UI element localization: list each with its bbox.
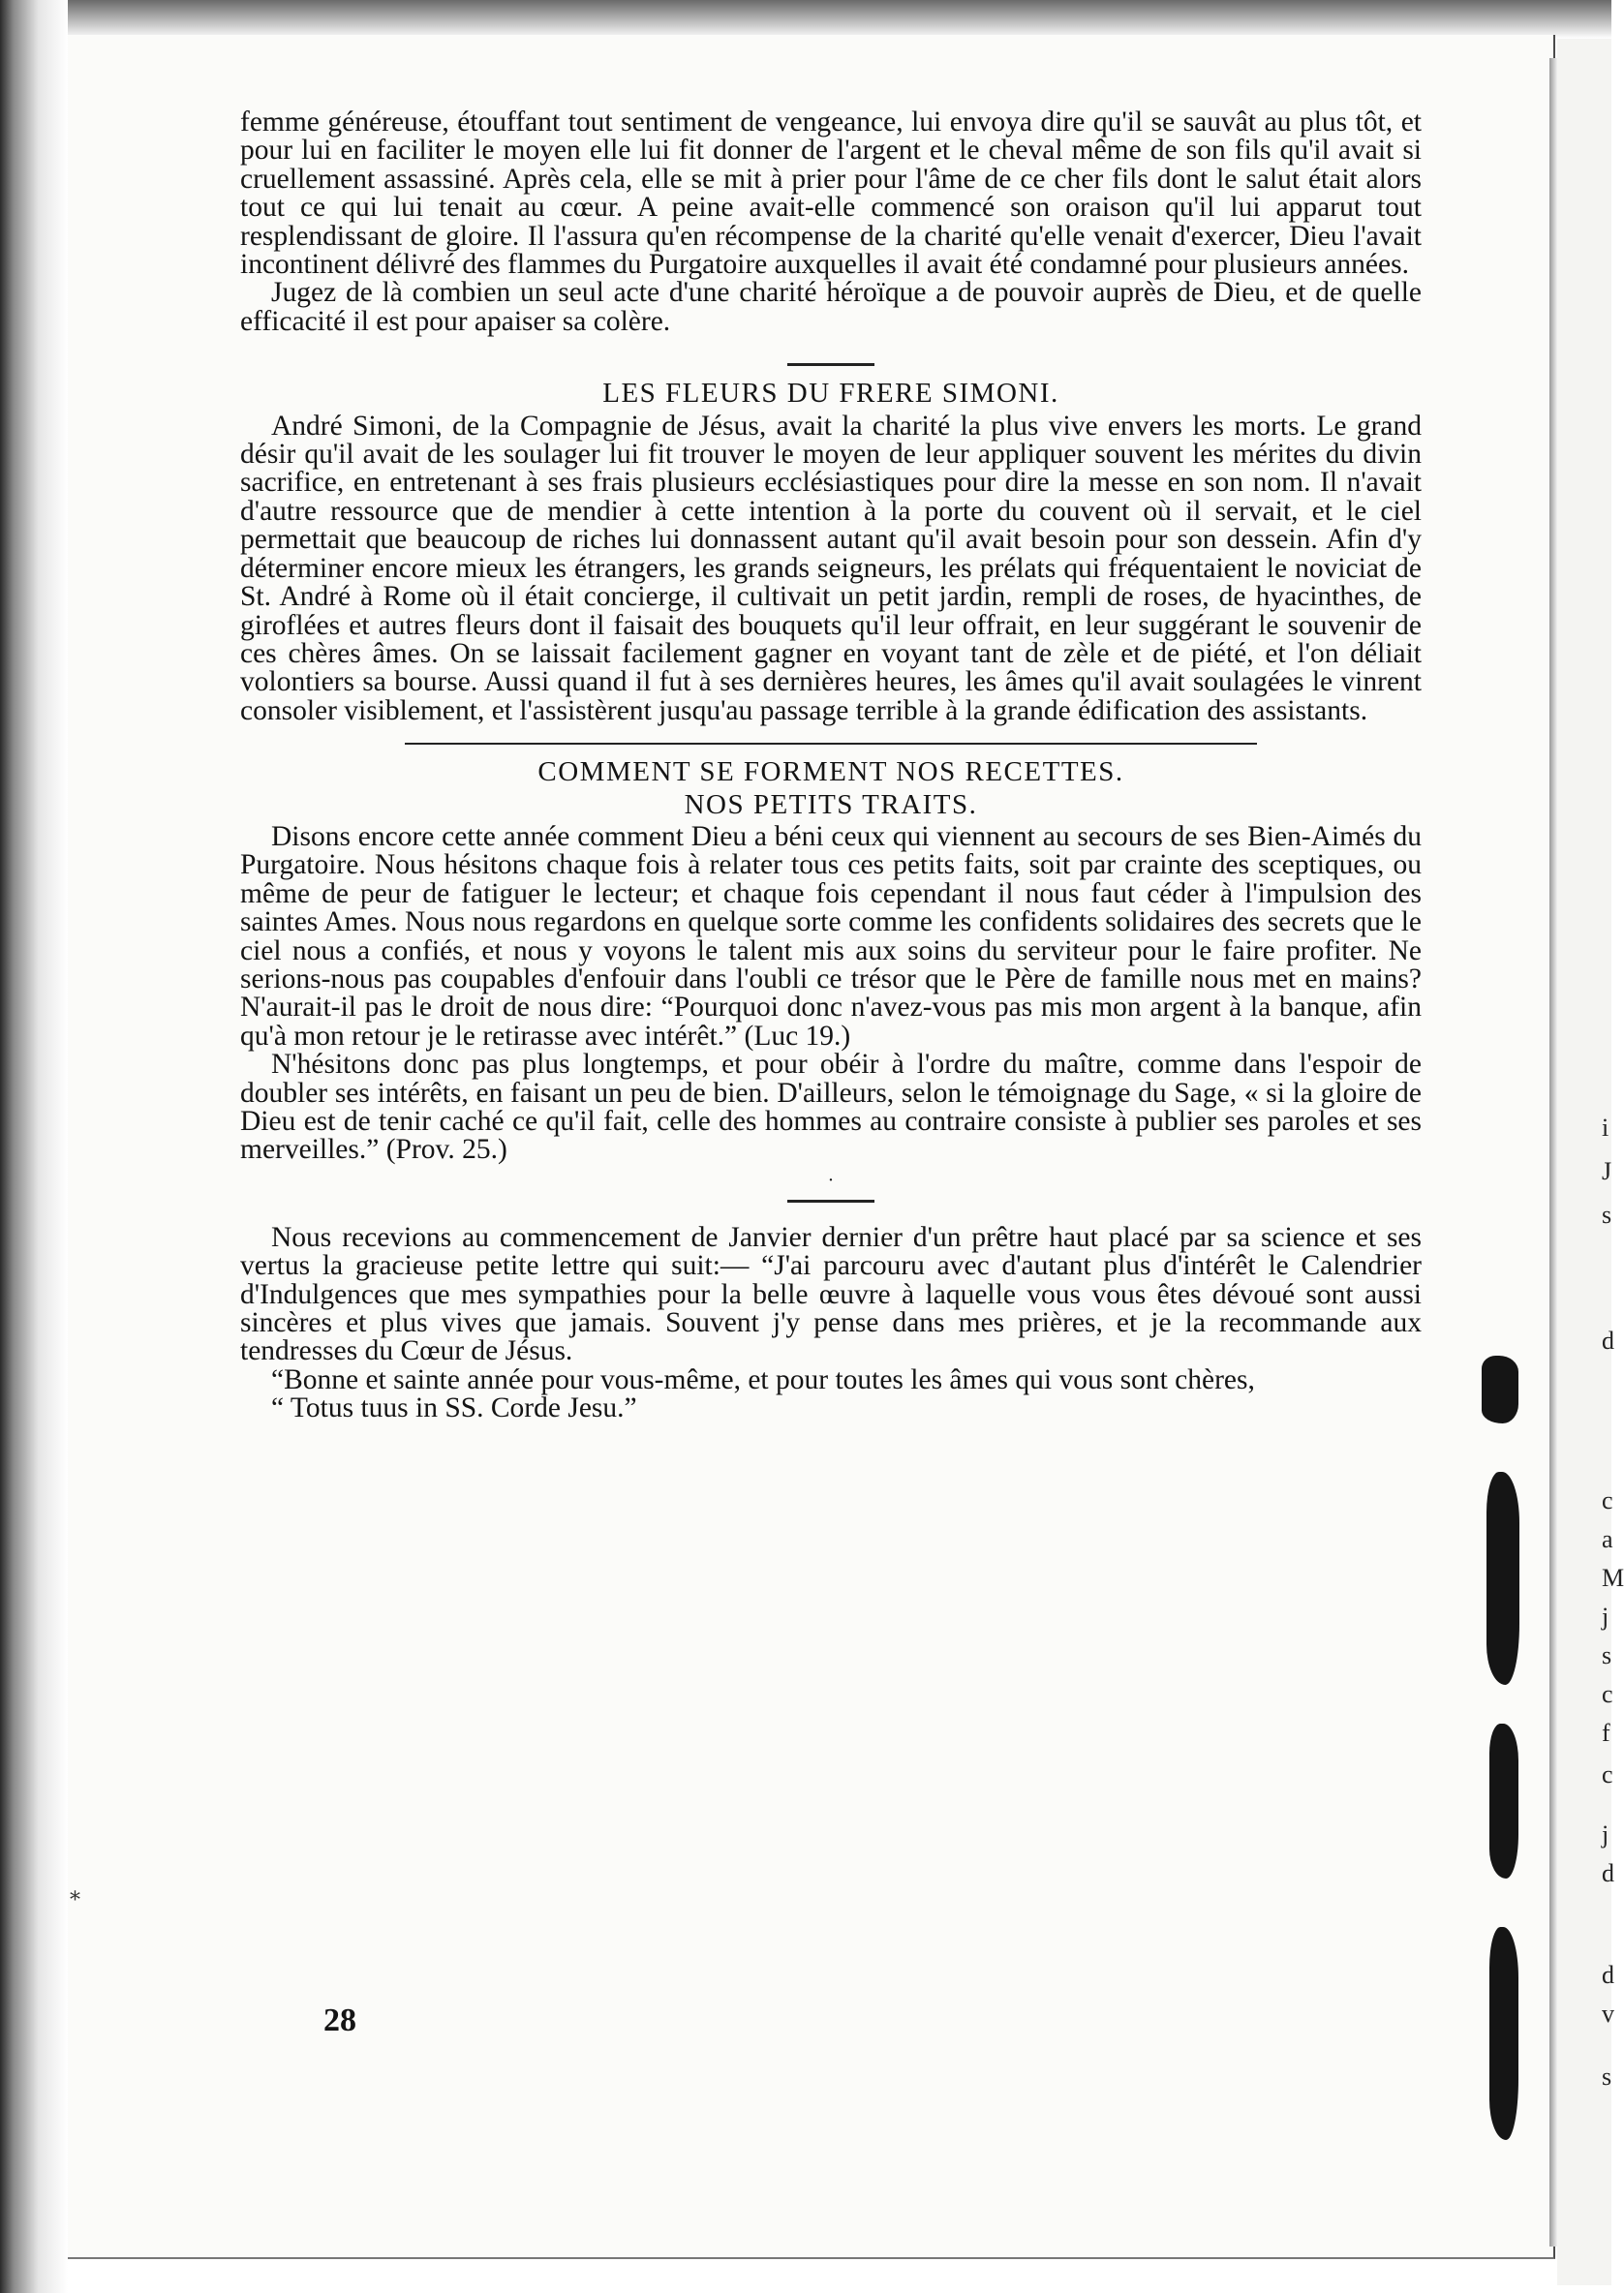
ink-blot (1489, 1724, 1518, 1879)
adjacent-letter: s (1602, 1201, 1612, 1229)
adjacent-letter: a (1602, 1525, 1613, 1553)
section-heading: COMMENT SE FORMENT NOS RECETTES. (537, 756, 1124, 788)
margin-mark: ⁎ (70, 1880, 80, 1905)
paragraph: Disons encore cette année comment Dieu a béni ceux qui viennent au secours de ses Bien-Aimés du Purgatoire. Nous hésitons chaque fois à relater tous ces petits faits, soit par crainte des sceptiques, ou même de peur de fatiguer le lecteur; et chaque fois cependant il nous faut céder à l'impulsion des saintes Ames. Nous nous regardons en quelque sorte comme les confidents solidaires des secrets que le ciel nous a confiés, et nous y voyons le talent mis aux soins du serviteur pour le faire profiter. Ne serions-nous pas coupables d'enfouir dans l'oubli ce trésor que le Père de famille nous met en mains? N'aurait-il pas le droit de nous dire: “Pourquoi donc n'avez-vous pas mis mon argent à la banque, afin qu'à mon retour je le retirasse avec intérêt.” (Luc 19.) (240, 820, 1422, 1052)
adjacent-page-strip (1557, 39, 1624, 2285)
adjacent-letter: s (1602, 2063, 1612, 2091)
adjacent-letter: c (1602, 1760, 1613, 1789)
adjacent-letter: J (1602, 1157, 1612, 1185)
adjacent-letter: d (1602, 1961, 1614, 1989)
paragraph: “Bonne et sainte année pour vous-même, et pour toutes les âmes qui vous sont chères, (271, 1363, 1255, 1395)
paragraph: Jugez de là combien un seul acte d'une charité héroïque a de pouvoir auprès de Dieu, et de quelle efficacité il est pour apaiser sa colère. (240, 277, 1422, 337)
scan-left-edge (0, 0, 68, 2293)
paragraph: femme généreuse, étouffant tout sentiment de vengeance, lui envoya dire qu'il se sauvât au plus tôt, et pour lui en faciliter le moyen elle lui fit donner de l'argent et le cheval même de son fils qu'il avait si cruellement assassiné. Après cela, elle se mit à prier pour l'âme de ce cher fils dont le salut était alors tout ce qui lui tenait au cœur. A peine avait-elle commencé son oraison qu'il lui apparut tout resplendissant de gloire. Il l'assura qu'en récompense de la charité qu'elle venait d'exercer, Dieu l'avait incontinent délivré des flammes du Purgatoire auxquelles il avait été condamné pour plusieurs années. (240, 107, 1422, 281)
ink-blot (1486, 1472, 1519, 1685)
adjacent-letter: f (1602, 1719, 1610, 1747)
adjacent-letter: v (1602, 2000, 1614, 2028)
ornament-dot: · (827, 1169, 835, 1191)
adjacent-letter: c (1602, 1680, 1613, 1708)
paragraph: “ Totus tuus in SS. Corde Jesu.” (271, 1392, 637, 1424)
adjacent-letter: d (1602, 1859, 1614, 1887)
section-divider (787, 1200, 874, 1203)
ink-blot (1489, 1927, 1518, 2140)
adjacent-letter: j (1602, 1603, 1609, 1631)
ink-blot (1482, 1356, 1518, 1423)
paragraph: Nous recevions au commencement de Janvier dernier d'un prêtre haut placé par sa science et ses vertus la gracieuse petite lettre qui suit:— “J'ai parcouru avec d'autant plus d'intérêt le Calendrier d'Indulgences que mes sympathies pour la belle œuvre à laquelle vous vous êtes dévoué sont aussi sincères et plus vives que jamais. Souvent j'y pense dans mes prières, et je la recommande aux tendresses du Cœur de Jésus. (240, 1221, 1422, 1367)
adjacent-letter: s (1602, 1641, 1612, 1669)
section-heading: LES FLEURS DU FRERE SIMONI. (602, 378, 1059, 410)
adjacent-letter: j (1602, 1820, 1609, 1849)
adjacent-letter: d (1602, 1327, 1614, 1355)
section-subheading: NOS PETITS TRAITS. (684, 788, 978, 820)
adjacent-letter: i (1602, 1114, 1609, 1142)
adjacent-letter: c (1602, 1486, 1613, 1514)
paragraph: N'hésitons donc pas plus longtemps, et pour obéir à l'ordre du maître, comme dans l'espoir de doubler ses intérêts, en faisant un peu de bien. D'ailleurs, selon le témoignage du Sage, « si la gloire de Dieu est de tenir caché ce qu'il fait, celle des hommes au contraire consiste à publier ses paroles et ses merveilles.” (Prov. 25.) (240, 1049, 1422, 1166)
page-number: 28 (323, 2003, 356, 2038)
section-divider (405, 743, 1257, 745)
adjacent-letter: M (1602, 1564, 1624, 1592)
page-text (240, 108, 1422, 1423)
scan-top-edge (0, 0, 1611, 39)
section-divider (787, 363, 874, 366)
page-gutter (1549, 58, 1557, 2247)
paragraph: André Simoni, de la Compagnie de Jésus, avait la charité la plus vive envers les morts. Le grand désir qu'il avait de les soulager lui fit trouver le moyen de leur appliquer souvent les mérites du divin sacrifice, en entretenant à ses frais plusieurs ecclésiastiques pour dire la messe en son nom. Il n'avait d'autre ressource que de mendier à cette intention à la porte du couvent où il servait, et le ciel permettait que beaucoup de riches lui donnassent autant qu'il avait besoin pour son dessein. Afin d'y déterminer encore mieux les étrangers, les grands seigneurs, les prélats qui fréquentaient le noviciat de St. André à Rome où il était concierge, il cultivait un petit jardin, rempli de roses, de hyacinthes, de giroflées et autres fleurs dont il faisait des bouquets qu'il leur offrait, en leur suggérant le souvenir de ces chères âmes. On se laissait facilement gagner en voyant tant de zèle et de piété, et l'on déliait volontiers sa bourse. Aussi quand il fut à ses dernières heures, les âmes qu'il avait soulagées le vinrent consoler visiblement, et l'assistèrent jusqu'au passage terrible à la grande édification des assistants. (240, 410, 1422, 726)
